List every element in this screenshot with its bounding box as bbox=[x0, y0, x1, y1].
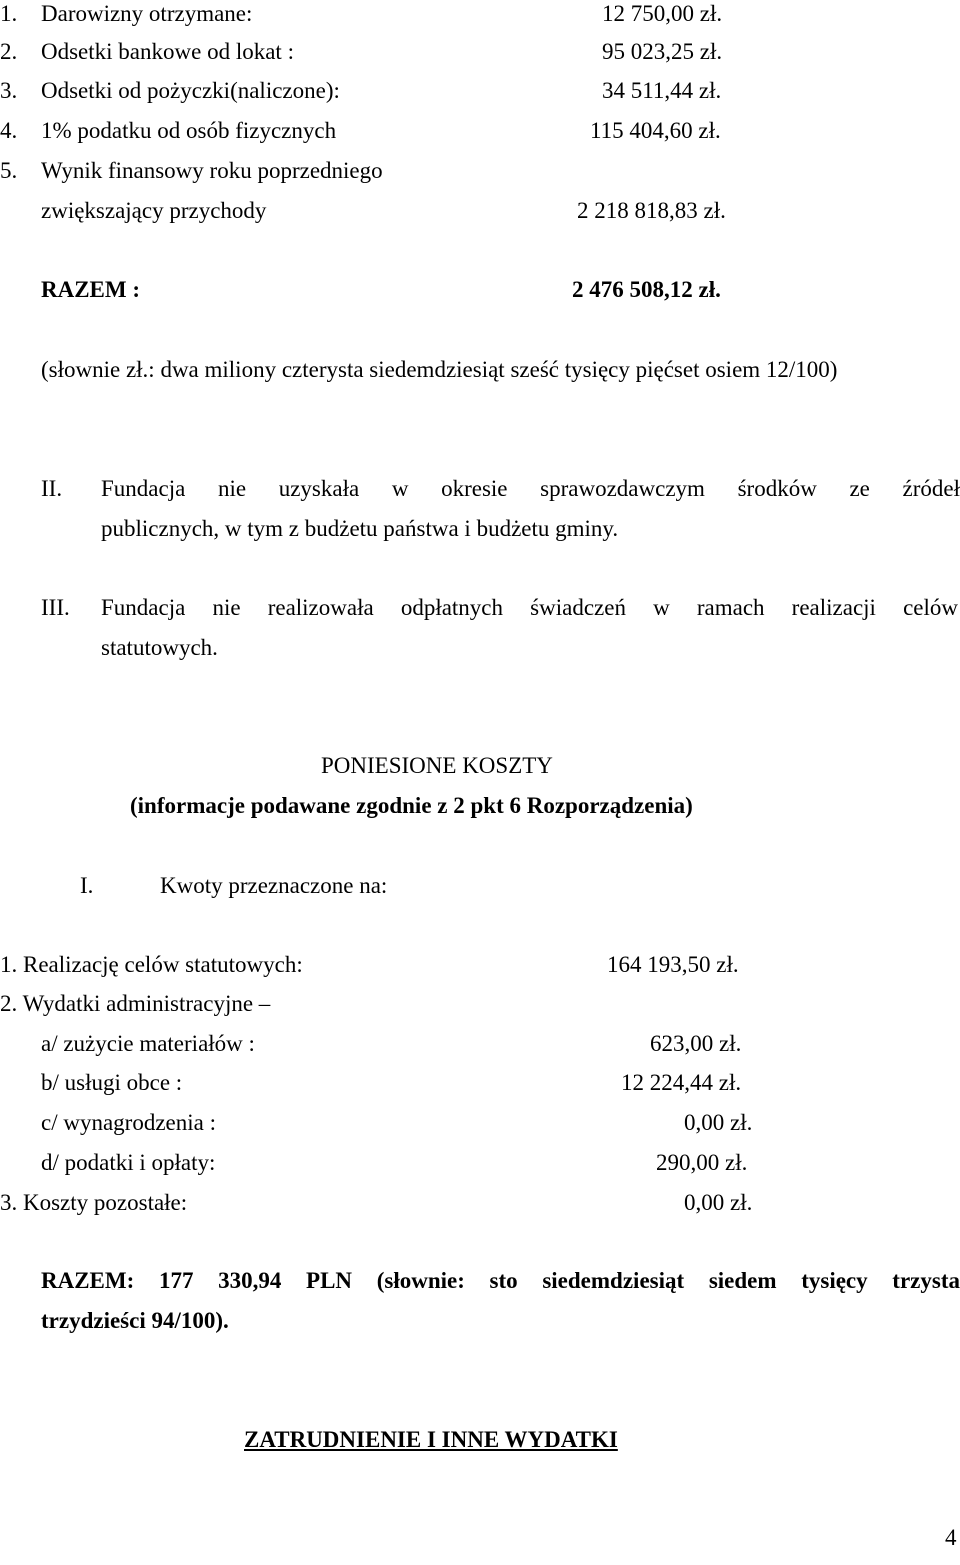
income-num-5: 5. bbox=[0, 158, 18, 183]
cost-row-label-6: d/ podatki i opłaty: bbox=[41, 1150, 216, 1175]
income-num-4: 4. bbox=[0, 118, 18, 143]
income-label-4: 1% podatku od osób fizycznych bbox=[41, 118, 337, 143]
section-iii-line2: statutowych. bbox=[101, 635, 218, 660]
income-total-value: 2 476 508,12 zł. bbox=[572, 277, 721, 302]
section-ii-number: II. bbox=[41, 476, 63, 501]
income-label-1: Darowizny otrzymane: bbox=[41, 1, 253, 26]
income-value-1: 12 750,00 zł. bbox=[602, 1, 723, 26]
cost-row-label-5: c/ wynagrodzenia : bbox=[41, 1110, 216, 1135]
income-num-3: 3. bbox=[0, 78, 18, 103]
cost-row-label-1: 1. Realizację celów statutowych: bbox=[0, 952, 303, 977]
section-iii-number: III. bbox=[41, 595, 70, 620]
cost-row-value-3: 623,00 zł. bbox=[650, 1031, 742, 1056]
cost-row-value-6: 290,00 zł. bbox=[656, 1150, 748, 1175]
section-ii-line2: publicznych, w tym z budżetu państwa i budżetu gminy. bbox=[101, 516, 619, 541]
cost-row-label-4: b/ usługi obce : bbox=[41, 1070, 183, 1095]
income-value-4: 115 404,60 zł. bbox=[590, 118, 721, 143]
costs-total-line1: RAZEM: 177 330,94 PLN (słownie: sto siedemdziesiąt siedem tysięcy trzysta bbox=[41, 1268, 960, 1293]
cost-row-value-5: 0,00 zł. bbox=[684, 1110, 753, 1135]
income-num-1: 1. bbox=[0, 1, 18, 26]
cost-row-value-7: 0,00 zł. bbox=[684, 1190, 753, 1215]
costs-subheading: (informacje podawane zgodnie z 2 pkt 6 Rozporządzenia) bbox=[130, 793, 693, 818]
section-iii-line1: Fundacja nie realizowała odpłatnych świadczeń w ramach realizacji celów bbox=[101, 595, 958, 620]
income-label-3: Odsetki od pożyczki(naliczone): bbox=[41, 78, 340, 103]
cost-row-label-3: a/ zużycie materiałów : bbox=[41, 1031, 255, 1056]
employment-heading: ZATRUDNIENIE I INNE WYDATKI bbox=[244, 1427, 618, 1452]
income-value-3: 34 511,44 zł. bbox=[602, 78, 722, 103]
section-ii-line1: Fundacja nie uzyskała w okresie sprawozdawczym środków ze źródeł bbox=[101, 476, 960, 501]
page-number: 4 bbox=[945, 1525, 957, 1550]
income-label-5-line2: zwiększający przychody bbox=[41, 198, 267, 223]
cost-row-label-2: 2. Wydatki administracyjne – bbox=[0, 991, 271, 1016]
costs-total-line2: trzydzieści 94/100). bbox=[41, 1308, 229, 1333]
cost-row-value-1: 164 193,50 zł. bbox=[607, 952, 739, 977]
income-total-label: RAZEM : bbox=[41, 277, 141, 302]
costs-i-number: I. bbox=[80, 873, 94, 898]
income-num-2: 2. bbox=[0, 39, 18, 64]
costs-i-label: Kwoty przeznaczone na: bbox=[160, 873, 388, 898]
costs-heading: PONIESIONE KOSZTY bbox=[321, 753, 553, 778]
income-label-5: Wynik finansowy roku poprzedniego bbox=[41, 158, 383, 183]
income-label-2: Odsetki bankowe od lokat : bbox=[41, 39, 294, 64]
income-total-words: (słownie zł.: dwa miliony czterysta siedemdziesiąt sześć tysięcy pięćset osiem 12/100) bbox=[41, 357, 838, 382]
cost-row-label-7: 3. Koszty pozostałe: bbox=[0, 1190, 188, 1215]
income-value-2: 95 023,25 zł. bbox=[602, 39, 723, 64]
cost-row-value-4: 12 224,44 zł. bbox=[621, 1070, 742, 1095]
income-value-5: 2 218 818,83 zł. bbox=[577, 198, 726, 223]
